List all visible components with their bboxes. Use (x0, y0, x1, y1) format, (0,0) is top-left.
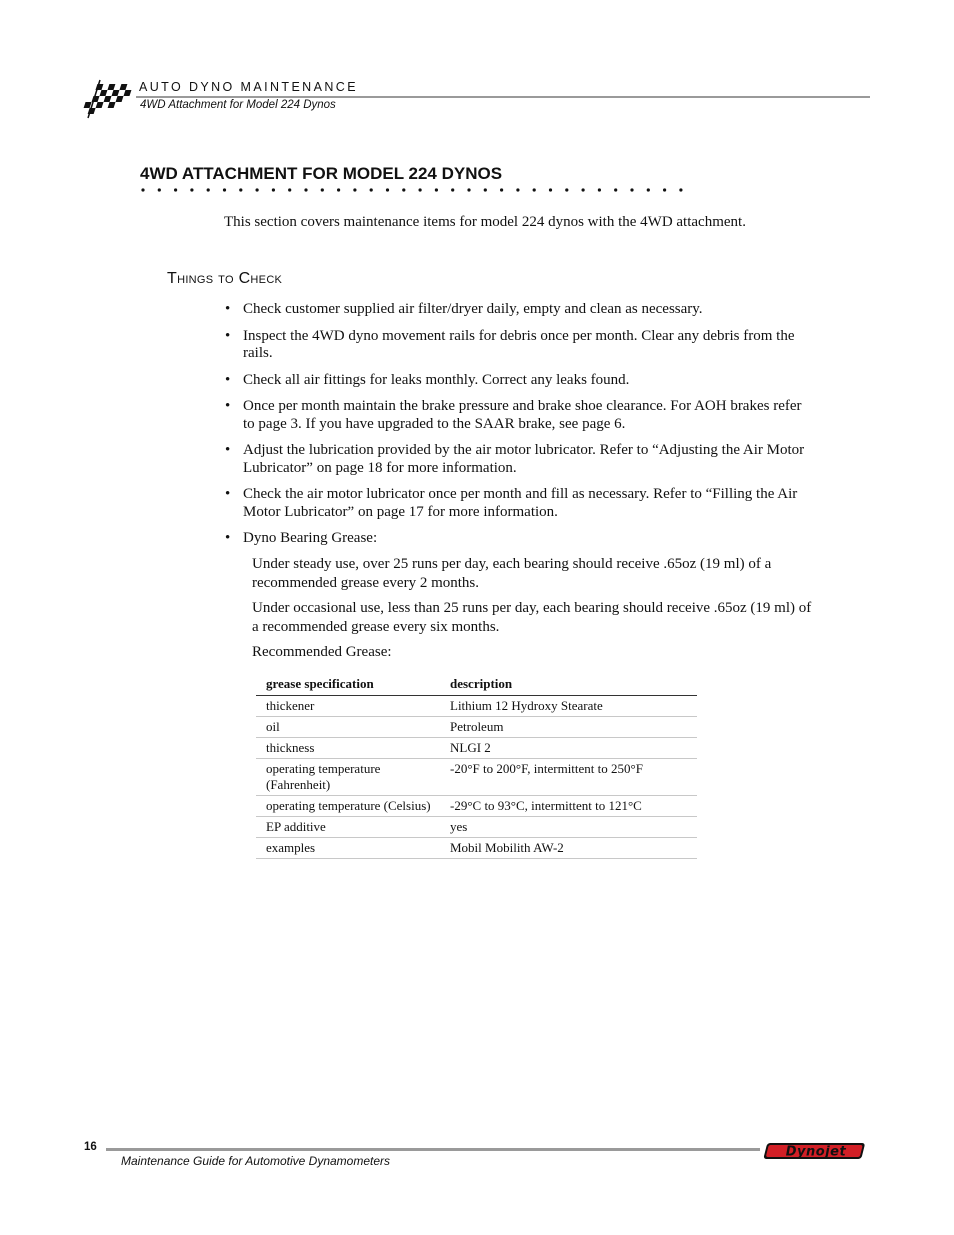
rule-dot (353, 188, 356, 191)
page-title: 4WD ATTACHMENT FOR MODEL 224 DYNOS (140, 164, 503, 183)
rule-dot (484, 188, 487, 191)
table-cell: examples (256, 838, 440, 859)
list-item: • Check all air fittings for leaks monthly. Correct any leaks found. (224, 372, 816, 390)
rule-dot (402, 188, 405, 191)
table-row (256, 759, 697, 796)
steady-use-paragraph: Under steady use, over 25 runs per day, each bearing should receive .65oz (19 ml) of a recommended grease every 2 months. (252, 556, 772, 591)
rule-dot (223, 188, 226, 191)
table-row (256, 817, 697, 838)
rule-dot (516, 188, 519, 191)
rule-dot (207, 188, 210, 191)
list-item: • Check the air motor lubricator once per month and fill as necessary. Refer to “Filling the Air Motor Lubricator” on page 17 for more information. (224, 486, 816, 521)
table-cell: EP additive (256, 817, 440, 838)
occasional-use-paragraph: Under occasional use, less than 25 runs per day, each bearing should receive .65oz (19 ml) of a recommended grease every six months. (252, 600, 812, 635)
header-rule (136, 96, 870, 98)
rule-dot (614, 188, 617, 191)
rule-dot (288, 188, 291, 191)
table-cell: -20°F to 200°F, intermittent to 250°F (440, 759, 697, 796)
table-cell: -29°C to 93°C, intermittent to 121°C (440, 796, 697, 817)
list-item: • Dyno Bearing Grease: (224, 530, 816, 548)
rule-dot (141, 188, 144, 191)
rule-dot (370, 188, 373, 191)
rule-dot (239, 188, 242, 191)
rule-dot (630, 188, 633, 191)
rule-dot (419, 188, 422, 191)
checkered-flag-icon (82, 76, 134, 120)
list-item: • Check customer supplied air filter/dryer daily, empty and clean as necessary. (224, 301, 816, 319)
logo-text: Dynojet (785, 1144, 847, 1160)
table-cell: operating temperature (Fahrenheit) (256, 759, 440, 796)
table-cell: Petroleum (440, 717, 697, 738)
rule-dot (565, 188, 568, 191)
rule-dot (256, 188, 259, 191)
dynojet-logo (763, 1140, 867, 1162)
table-cell: Lithium 12 Hydroxy Stearate (440, 696, 697, 717)
header-section-title: AUTO DYNO MAINTENANCE (139, 80, 358, 94)
page-number: 16 (84, 1141, 97, 1153)
rule-dot (679, 188, 682, 191)
table-header-row (256, 676, 697, 696)
rule-dot (304, 188, 307, 191)
table-cell: Mobil Mobilith AW-2 (440, 838, 697, 859)
header-subtitle: 4WD Attachment for Model 224 Dynos (140, 99, 336, 111)
rule-dot (582, 188, 585, 191)
rule-dot (190, 188, 193, 191)
rule-dot (533, 188, 536, 191)
list-item: • Adjust the lubrication provided by the air motor lubricator. Refer to “Adjusting the Air Motor Lubricator” on page 18 for more information. (224, 442, 816, 477)
rule-dot (549, 188, 552, 191)
table-row (256, 796, 697, 817)
table-cell: NLGI 2 (440, 738, 697, 759)
section-subheading: Things to Check (167, 270, 283, 287)
rule-dot (174, 188, 177, 191)
footer-text: Maintenance Guide for Automotive Dynamometers (121, 1154, 391, 1168)
table-cell: thickness (256, 738, 440, 759)
rule-dot (337, 188, 340, 191)
dotted-rule (140, 186, 685, 194)
rule-dot (647, 188, 650, 191)
table-row (256, 717, 697, 738)
grease-table (256, 676, 697, 859)
table-row (256, 838, 697, 859)
recommended-grease-label: Recommended Grease: (252, 644, 392, 660)
table-cell: oil (256, 717, 440, 738)
rule-dot (321, 188, 324, 191)
rule-dot (467, 188, 470, 191)
footer-rule (106, 1148, 760, 1151)
table-cell: thickener (256, 696, 440, 717)
list-item: • Once per month maintain the brake pressure and brake shoe clearance. For AOH brakes refer to page 3. If you have upgraded to the SAAR brake, see page 6. (224, 398, 816, 433)
table-row (256, 738, 697, 759)
rule-dot (272, 188, 275, 191)
column-header: description (440, 676, 697, 696)
rule-dot (435, 188, 438, 191)
rule-dot (598, 188, 601, 191)
table-row (256, 696, 697, 717)
checklist (224, 301, 816, 557)
rule-dot (386, 188, 389, 191)
table-cell: yes (440, 817, 697, 838)
intro-paragraph: This section covers maintenance items for model 224 dynos with the 4WD attachment. (224, 214, 746, 230)
rule-dot (500, 188, 503, 191)
rule-dot (663, 188, 666, 191)
list-item: • Inspect the 4WD dyno movement rails for debris once per month. Clear any debris from the rails. (224, 328, 816, 363)
rule-dot (158, 188, 161, 191)
rule-dot (451, 188, 454, 191)
table-cell: operating temperature (Celsius) (256, 796, 440, 817)
column-header: grease specification (256, 676, 440, 696)
